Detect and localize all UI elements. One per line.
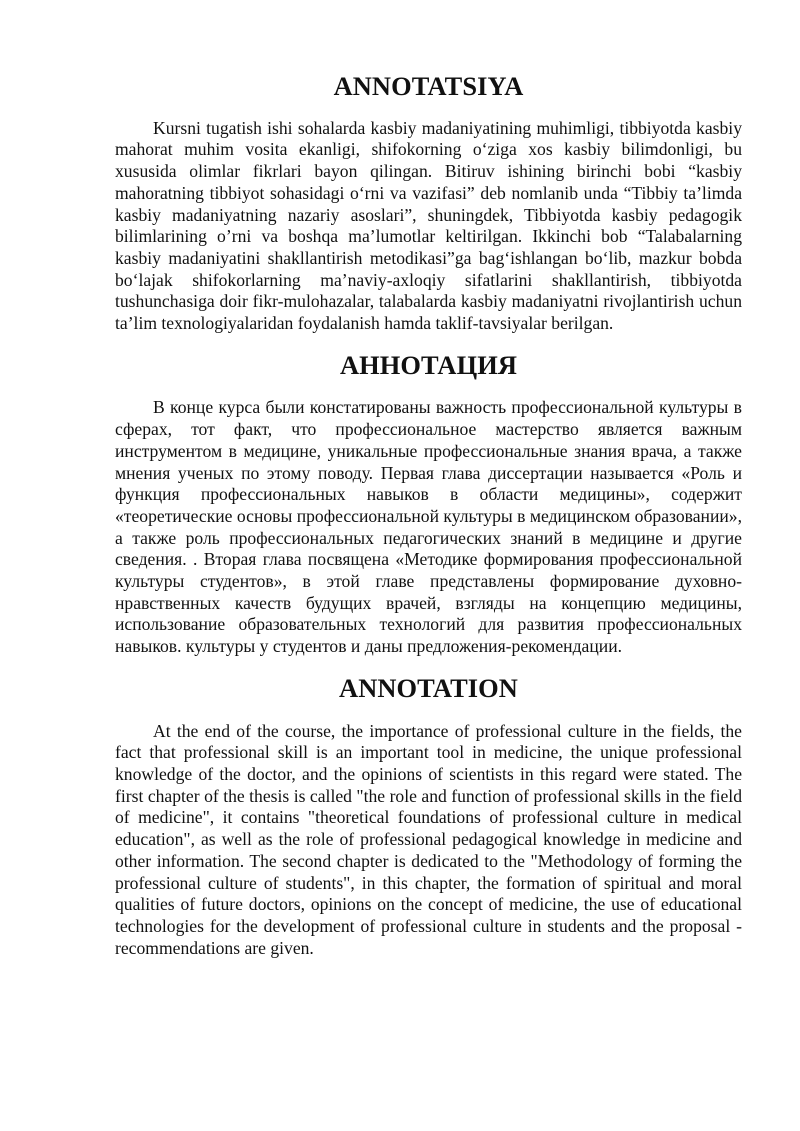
uzbek-annotation-body: Kursni tugatish ishi sohalarda kasbiy madaniyatining muhimligi, tibbiyotda kasbiy mahorat muhim vosita ekanligi, shifokorning o‘ziga xos kasbiy bilimdonligi, bu xususida olimlar fikrlari bayon qilingan. Bitiruv ishining birinchi bobi “kasbiy mahoratning tibbiyot sohasidagi o‘rni va vazifasi” deb nomlanib unda “Tibbiy ta’limda kasbiy madaniyatning nazariy asoslari”, shuningdek, Tibbiyotda kasbiy pedagogik bilimlarining o’rni va boshqa ma’lumotlar keltirilgan. Ikkinchi bob “Talabalarning kasbiy madaniyatini shakllantirish metodikasi”ga bag‘ishlangan bo‘lib, mazkur bobda bo‘lajak shifokorlarning ma’naviy-axloqiy sifatlarini shakllantirish, tibbiyotda tushunchasiga doir fikr-mulohazalar, talabalarda kasbiy madaniyatni rivojlantirish uchun ta’lim texnologiyalaridan foydalanish hamda taklif-tavsiyalar berilgan. (115, 117, 742, 334)
document-page (115, 71, 742, 959)
uzbek-annotation-title: ANNOTATSIYA (333, 71, 524, 101)
russian-annotation-title: АННОТАЦИЯ (339, 349, 517, 380)
russian-annotation-body: В конце курса были констатированы важность профессиональной культуры в сферах, тот факт, что профессиональное мастерство является важным инструментом в медицине, уникальные профессиональные знания врача, а также мнения ученых по этому поводу. Первая глава диссертации называется «Роль и функция профессиональных навыков в области медицины», содержит «теоретические основы профессиональной культуры в медицинском образовании», а также роль профессиональных педагогических знаний в медицине и другие сведения. . Вторая глава посвящена «Методике формирования профессиональной культуры студентов», в этой главе представлены формирование духовно-нравственных качеств будущих врачей, взгляды на концепцию медицины, использование образовательных технологий для развития профессиональных навыков. культуры у студентов и даны предложения-рекомендации. (115, 397, 742, 657)
english-annotation-body: At the end of the course, the importance of professional culture in the fields, the fact that professional skill is an important tool in medicine, the unique professional knowledge of the doctor, and the opinions of scientists in this regard were stated. The first chapter of the thesis is called "the role and function of professional skills in the field of medicine", it contains "theoretical foundations of professional culture in medical education", as well as the role of professional pedagogical knowledge in medicine and other information. The second chapter is dedicated to the "Methodology of forming the professional culture of students", in this chapter, the formation of spiritual and moral qualities of future doctors, opinions on the concept of medicine, the use of educational technologies for the development of professional culture in students and the proposal -recommendations are given. (115, 720, 742, 958)
english-annotation-title: ANNOTATION (339, 672, 518, 703)
